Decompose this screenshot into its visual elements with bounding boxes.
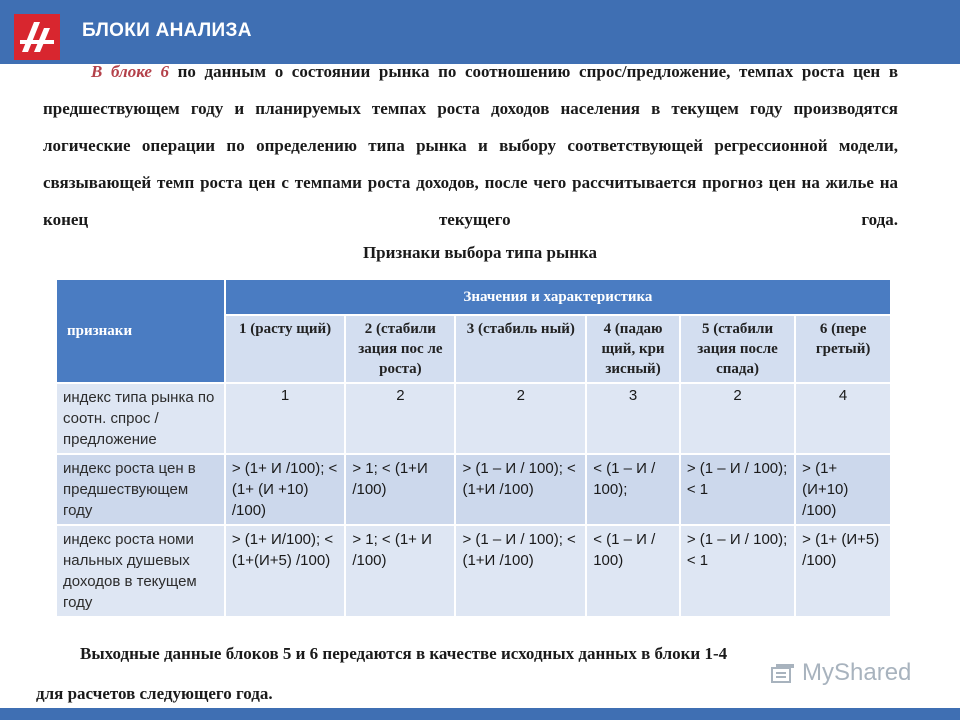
table-cell: 1	[226, 384, 344, 453]
intro-paragraph	[43, 53, 898, 238]
table-cell: > (1+ И/100); < (1+(И+5) /100)	[226, 526, 344, 616]
intro-italic-lead: В блоке 6	[91, 62, 170, 81]
column-header: 6 (пере гретый)	[796, 316, 890, 382]
table-cell: < (1 – И / 100);	[587, 455, 679, 524]
watermark	[770, 655, 911, 691]
table-cell: 3	[587, 384, 679, 453]
column-header: 1 (расту щий)	[226, 316, 344, 382]
table-cell: 2	[346, 384, 454, 453]
table-cell: > (1+ И /100); < (1+ (И +10) /100)	[226, 455, 344, 524]
outro-line-1: Выходные данные блоков 5 и 6 передаются в качестве исходных данных в блоки 1-4	[80, 644, 728, 663]
table-row	[57, 384, 890, 453]
table-cell: 2	[681, 384, 794, 453]
table-cell: < (1 – И / 100)	[587, 526, 679, 616]
table-cell: > (1+ (И+5) /100)	[796, 526, 890, 616]
values-header: Значения и характеристика	[226, 280, 890, 314]
table-cell: > (1 – И / 100); < (1+И /100)	[456, 526, 585, 616]
table-cell: > (1+ (И+10) /100)	[796, 455, 890, 524]
table-cell: > 1; < (1+И /100)	[346, 455, 454, 524]
row-label: индекс роста номи нальных душевых доходов в текущем году	[57, 526, 224, 616]
table-cell: > (1 – И / 100); < (1+И /100)	[456, 455, 585, 524]
table-title: Признаки выбора типа рынка	[362, 243, 598, 262]
watermark-icon	[770, 660, 796, 686]
column-header: 4 (падаю щий, кри зисный)	[587, 316, 679, 382]
table-cell: 2	[456, 384, 585, 453]
column-header: 3 (стабиль ный)	[456, 316, 585, 382]
table-cell: > (1 – И / 100); < 1	[681, 526, 794, 616]
footer-bar	[0, 708, 960, 720]
features-header: признаки	[57, 280, 224, 382]
market-type-table	[55, 278, 892, 618]
table-cell: > (1 – И / 100); < 1	[681, 455, 794, 524]
table-row	[57, 455, 890, 524]
slide-title: БЛОКИ АНАЛИЗА	[82, 20, 252, 41]
watermark-text: MyShared	[802, 659, 912, 686]
intro-text: по данным о состоянии рынка по соотношению спрос/предложение, темпах роста цен в предшествующем году и планируемых темпах роста доходов населения в текущем году производятся логические операции по определению типа рынка и выбору соответствующей регрессионной модели, связывающей темп роста цен с темпами роста доходов, после чего рассчитывается прогноз цен на жилье на конец текущего года.	[43, 62, 899, 229]
column-header: 5 (стабили зация после спада)	[681, 316, 794, 382]
outro-line-2: для расчетов следующего года.	[36, 684, 273, 703]
table-cell: 4	[796, 384, 890, 453]
column-header: 2 (стабили зация пос ле роста)	[346, 316, 454, 382]
row-label: индекс роста цен в предшествующем году	[57, 455, 224, 524]
table-row	[57, 526, 890, 616]
table-cell: > 1; < (1+ И /100)	[346, 526, 454, 616]
row-label: индекс типа рынка по соотн. спрос /предложение	[57, 384, 224, 453]
